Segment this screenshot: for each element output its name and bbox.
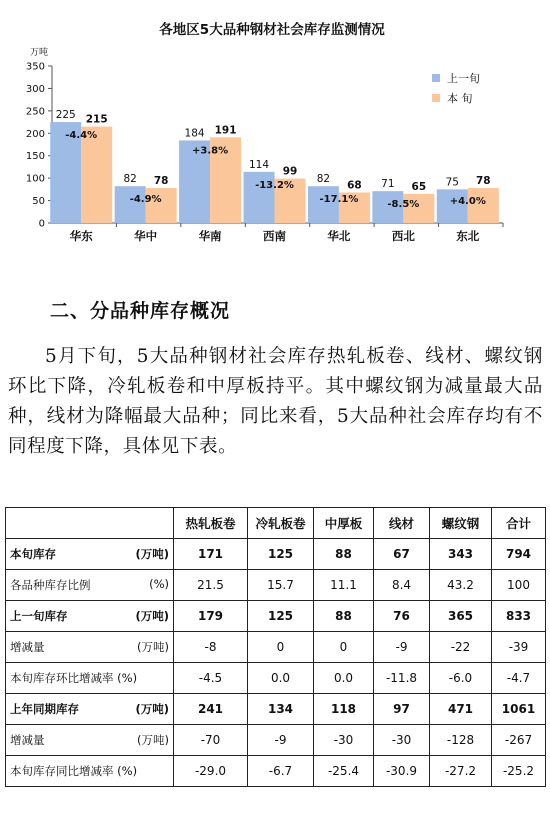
table-cell: 241 [174, 694, 248, 725]
table-cell: -25.4 [314, 756, 374, 787]
table-row [6, 725, 546, 756]
row-label: 本旬库存同比增减率 (%) [10, 764, 138, 778]
table-cell: 100 [492, 570, 546, 601]
bar-value-label: 184 [184, 127, 205, 140]
table-row [6, 601, 546, 632]
legend-swatch [432, 94, 440, 102]
table-header-cell: 线材 [374, 508, 430, 539]
table-header-cell: 螺纹钢 [430, 508, 492, 539]
table-cell: 88 [314, 539, 374, 570]
table-cell: 43.2 [430, 570, 492, 601]
table-cell: -267 [492, 725, 546, 756]
table-cell: 794 [492, 539, 546, 570]
row-label: 本旬库存 [10, 547, 56, 561]
table-cell: 471 [430, 694, 492, 725]
change-rate-label: -8.5% [387, 199, 420, 211]
table-header-cell: 热轧板卷 [174, 508, 248, 539]
row-label-cell [6, 601, 174, 632]
row-label: 本旬库存环比增减率 (%) [10, 671, 138, 685]
table-row [6, 539, 546, 570]
table-cell: 76 [374, 601, 430, 632]
y-tick-label: 300 [25, 83, 45, 95]
table-cell: -11.8 [374, 663, 430, 694]
bar-value-label: 75 [445, 176, 459, 189]
table-cell: 11.1 [314, 570, 374, 601]
legend-label: 本 旬 [447, 92, 473, 105]
row-label: 增减量 [10, 733, 45, 747]
bar-value-label: 68 [347, 179, 362, 192]
change-rate-label: -17.1% [319, 194, 359, 206]
bar-value-label: 71 [381, 178, 395, 191]
change-rate-label: +3.8% [192, 145, 229, 157]
change-rate-label: -4.4% [65, 130, 98, 142]
table-cell: -9 [248, 725, 314, 756]
y-tick-label: 200 [25, 128, 45, 140]
bar-value-label: 191 [214, 124, 237, 137]
row-label: 上一旬库存 [10, 609, 68, 623]
bar-value-label: 78 [475, 175, 491, 188]
y-axis-unit: 万吨 [30, 48, 49, 58]
legend-label: 上一旬 [447, 72, 480, 85]
bar-value-label: 225 [55, 109, 76, 122]
x-category-label: 西南 [263, 229, 286, 243]
table-cell: 67 [374, 539, 430, 570]
table-cell: 125 [248, 601, 314, 632]
table-row [6, 756, 546, 787]
table-cell: -9 [374, 632, 430, 663]
regional-inventory-chart [0, 0, 550, 262]
table-cell: -29.0 [174, 756, 248, 787]
table-cell: 0 [314, 632, 374, 663]
table-cell: 8.4 [374, 570, 430, 601]
table-cell: 833 [492, 601, 546, 632]
row-label-cell [6, 632, 174, 663]
section-heading: 二、分品种库存概况 [50, 300, 231, 322]
change-rate-label: +4.0% [449, 196, 486, 208]
table-cell: -25.2 [492, 756, 546, 787]
x-category-label: 华北 [327, 229, 351, 243]
y-tick-label: 250 [25, 106, 45, 118]
table-cell: -6.0 [430, 663, 492, 694]
table-cell: 365 [430, 601, 492, 632]
table-row [6, 632, 546, 663]
row-unit: (万吨) [137, 733, 169, 747]
row-unit: (万吨) [137, 640, 169, 654]
row-label: 增减量 [10, 640, 45, 654]
table-cell: -70 [174, 725, 248, 756]
y-tick-label: 100 [25, 173, 45, 185]
table-cell: -30 [314, 725, 374, 756]
table-header-cell: 中厚板 [314, 508, 374, 539]
table-cell: 21.5 [174, 570, 248, 601]
table-header-row [6, 508, 546, 539]
x-category-label: 华中 [134, 229, 158, 243]
table-cell: -6.7 [248, 756, 314, 787]
table-cell: 15.7 [248, 570, 314, 601]
table-cell: -4.5 [174, 663, 248, 694]
table-header-cell: 冷轧板卷 [248, 508, 314, 539]
body-paragraph: 5月下旬，5大品种钢材社会库存热轧板卷、线材、螺纹钢环比下降，冷轧板卷和中厚板持平。其中螺纹钢为减量最大品种，线材为降幅最大品种；同比来看，5大品种社会库存均有不同程度下降，具体见下表。 [8, 346, 543, 457]
row-label-cell [6, 539, 174, 570]
chart-title: 各地区5大品种钢材社会库存监测情况 [159, 22, 385, 38]
row-label-cell [6, 756, 174, 787]
bar-value-label: 82 [316, 173, 331, 186]
row-label-cell [6, 663, 174, 694]
table-cell: 343 [430, 539, 492, 570]
table-cell: 125 [248, 539, 314, 570]
table-cell: 88 [314, 601, 374, 632]
table-cell: 118 [314, 694, 374, 725]
bar-value-label: 215 [85, 113, 108, 126]
table-cell: 179 [174, 601, 248, 632]
x-category-label: 西北 [391, 229, 415, 243]
table-row [6, 694, 546, 725]
table-header-corner [6, 508, 174, 539]
row-label: 各品种库存比例 [10, 578, 91, 592]
bar-value-label: 78 [153, 175, 169, 188]
table-cell: -30 [374, 725, 430, 756]
row-label: 上年同期库存 [10, 702, 79, 716]
table-cell: 134 [248, 694, 314, 725]
row-unit: (万吨) [135, 547, 169, 561]
table-header-cell: 合计 [492, 508, 546, 539]
table-cell: -8 [174, 632, 248, 663]
y-tick-label: 50 [32, 196, 45, 208]
row-unit: (万吨) [135, 702, 169, 716]
table-cell: -4.7 [492, 663, 546, 694]
row-unit: (万吨) [135, 609, 169, 623]
change-rate-label: -4.9% [129, 194, 162, 206]
row-label-cell [6, 725, 174, 756]
table-cell: -30.9 [374, 756, 430, 787]
y-tick-label: 350 [25, 61, 45, 73]
table-row [6, 663, 546, 694]
x-category-label: 华东 [69, 229, 93, 243]
table-cell: 0.0 [248, 663, 314, 694]
bar-value-label: 114 [248, 158, 270, 171]
table-cell: 0 [248, 632, 314, 663]
bar-value-label: 99 [282, 165, 298, 178]
x-category-label: 东北 [456, 229, 480, 243]
table-cell: 97 [374, 694, 430, 725]
table-row [6, 570, 546, 601]
change-rate-label: -13.2% [255, 179, 294, 191]
y-tick-label: 0 [38, 218, 45, 230]
row-label-cell [6, 694, 174, 725]
x-category-label: 华南 [198, 229, 222, 243]
table-cell: -39 [492, 632, 546, 663]
inventory-table [5, 507, 546, 787]
row-label-cell [6, 570, 174, 601]
table-cell: -128 [430, 725, 492, 756]
y-tick-label: 150 [25, 151, 45, 163]
row-unit: (%) [149, 577, 169, 591]
table-cell: -22 [430, 632, 492, 663]
bar-value-label: 82 [123, 173, 137, 186]
legend-swatch [432, 74, 440, 82]
table-cell: -27.2 [430, 756, 492, 787]
bar-value-label: 65 [411, 180, 427, 193]
table-cell: 0.0 [314, 663, 374, 694]
table-cell: 1061 [492, 694, 546, 725]
table-cell: 171 [174, 539, 248, 570]
